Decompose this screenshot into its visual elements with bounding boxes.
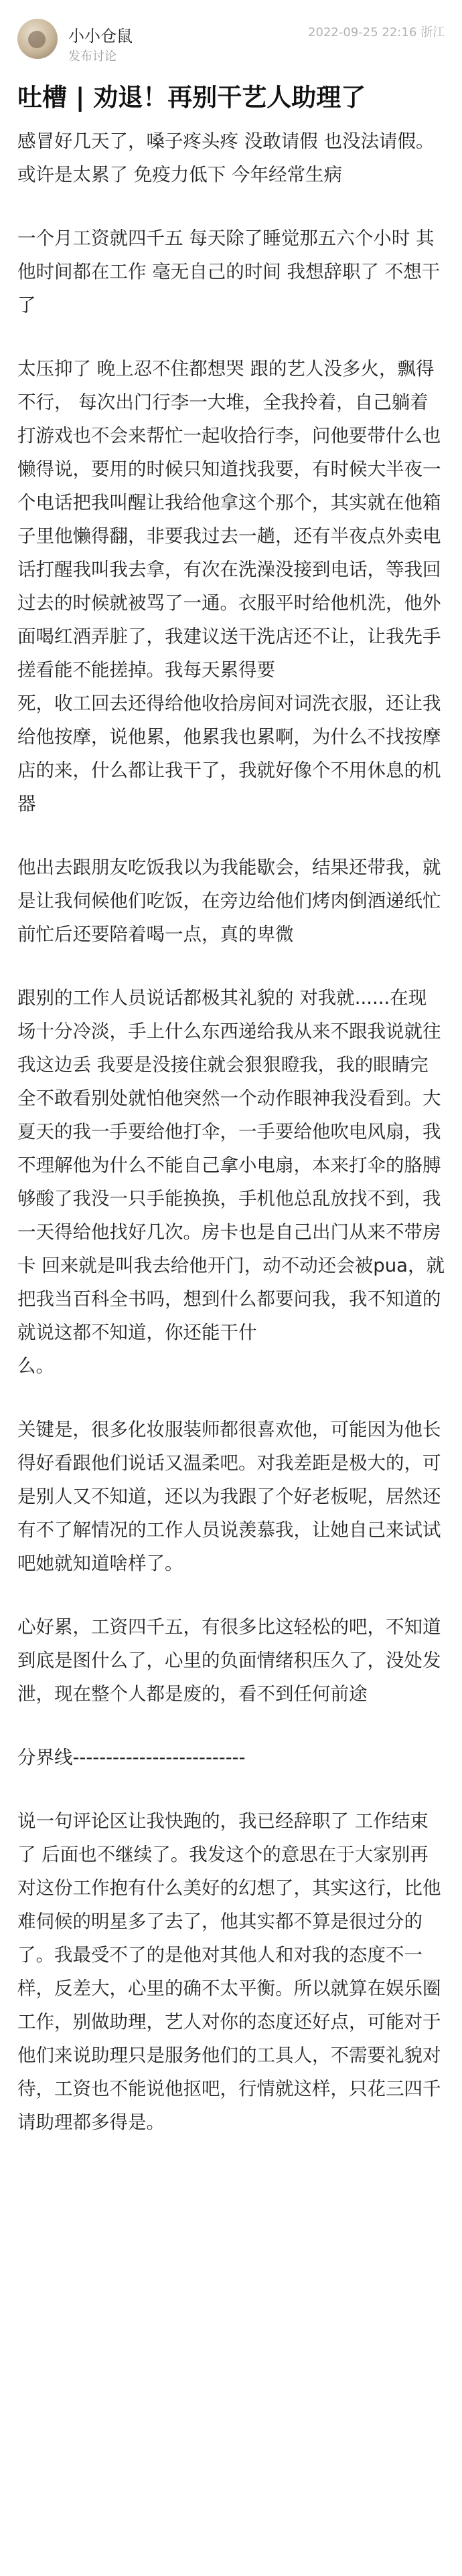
post-paragraph: 他出去跟朋友吃饭我以为我能歇会，结果还带我，就是让我伺候他们吃饭，在旁边给他们烤肉倒酒递纸忙前忙后还要陪着喝一点，真的卑微 xyxy=(17,857,441,945)
post-body xyxy=(0,122,462,2139)
post-paragraph: 跟别的工作人员说话都极其礼貌的 对我就......在现场十分冷淡，手上什么东西递给我从来不跟我说就往我这边丢 我要是没接住就会狠狠瞪我，我的眼睛完全不敢看别处就怕他突然一个动作眼神我没看到。大夏天的我一手要给他打伞，一手要给他吹电风扇，我不理解他为什么不能自己拿小电扇，本来打伞的胳膊够酸了我没一只手能换换，手机他总乱放找不到，我一天得给他找好几次。房卡也是自己出门从来不带房卡 回来就是叫我去给他开门，动不动还会被pua，就把我当百科全书吗，想到什么都要问我，我不知道的就说这都不知道，你还能干什 么。 xyxy=(17,987,445,1377)
post-location: 浙江 xyxy=(420,25,445,39)
post-paragraph: 感冒好几天了，嗓子疼头疼 没敢请假 也没法请假。 或许是太累了 免疫力低下 今年经常生病 xyxy=(17,131,435,185)
post-paragraph: 说一句评论区让我快跑的，我已经辞职了 工作结束了 后面也不继续了。我发这个的意思在于大家别再对这份工作抱有什么美好的幻想了，其实这行，比他难伺候的明星多了去了，他其实都不算是很过分的了。我最受不了的是他对其他人和对我的态度不一样，反差大，心里的确不太平衡。所以就算在娱乐圈工作，别做助理，艺人对你的态度还好点，可能对于他们来说助理只是服务他们的工具人，不需要礼貌对待，工资也不能说他抠吧，行情就这样，只花三四千请助理都多得是。 xyxy=(17,1810,441,2133)
post-header xyxy=(0,0,462,67)
post-title: 吐槽 | 劝退！再别干艺人助理了 xyxy=(17,83,366,112)
post-meta xyxy=(308,23,445,40)
post-paragraph: 心好累，工资四千五，有很多比这轻松的吧，不知道到底是图什么了，心里的负面情绪积压久了，没处发泄，现在整个人都是废的，看不到任何前途 xyxy=(17,1616,441,1705)
post-timestamp: 2022-09-25 22:16 xyxy=(308,25,417,39)
avatar[interactable] xyxy=(17,19,58,59)
author-name[interactable]: 小小仓鼠 xyxy=(68,27,133,46)
post-paragraph: 关键是，很多化妆服装师都很喜欢他，可能因为他长得好看跟他们说话又温柔吧。对我差距是极大的，可是别人又不知道，还以为我跟了个好老板呢，居然还有不了解情况的工作人员说羡慕我，让她自己来试试吧她就知道啥样了。 xyxy=(17,1419,441,1574)
post-type-label: 发布讨论 xyxy=(68,50,117,64)
post-paragraph: 一个月工资就四千五 每天除了睡觉那五六个小时 其他时间都在工作 毫无自己的时间 我想辞职了 不想干了 xyxy=(17,228,441,316)
post-paragraph: 太压抑了 晚上忍不住都想哭 跟的艺人没多火，飘得不行， 每次出门行李一大堆，全我拎着，自己躺着打游戏也不会来帮忙一起收拾行李，问他要带什么也懒得说，要用的时候只知道找我要，有时候大半夜一个电话把我叫醒让我给他拿这个那个，其实就在他箱子里他懒得翻，非要我过去一趟，还有半夜点外卖电话打醒我叫我去拿，有次在洗澡没接到电话，等我回过去的时候就被骂了一通。衣服平时给他机洗，他外面喝红酒弄脏了，我建议送干洗店还不让，让我先手搓看能不能搓掉。我每天累得要 死，收工回去还得给他收拾房间对词洗衣服，还让我给他按摩，说他累，他累我也累啊，为什么不找按摩店的来，什么都让我干了，我就好像个不用休息的机器 xyxy=(17,358,441,814)
divider-text: 分界线-------------------------- xyxy=(17,1747,246,1768)
